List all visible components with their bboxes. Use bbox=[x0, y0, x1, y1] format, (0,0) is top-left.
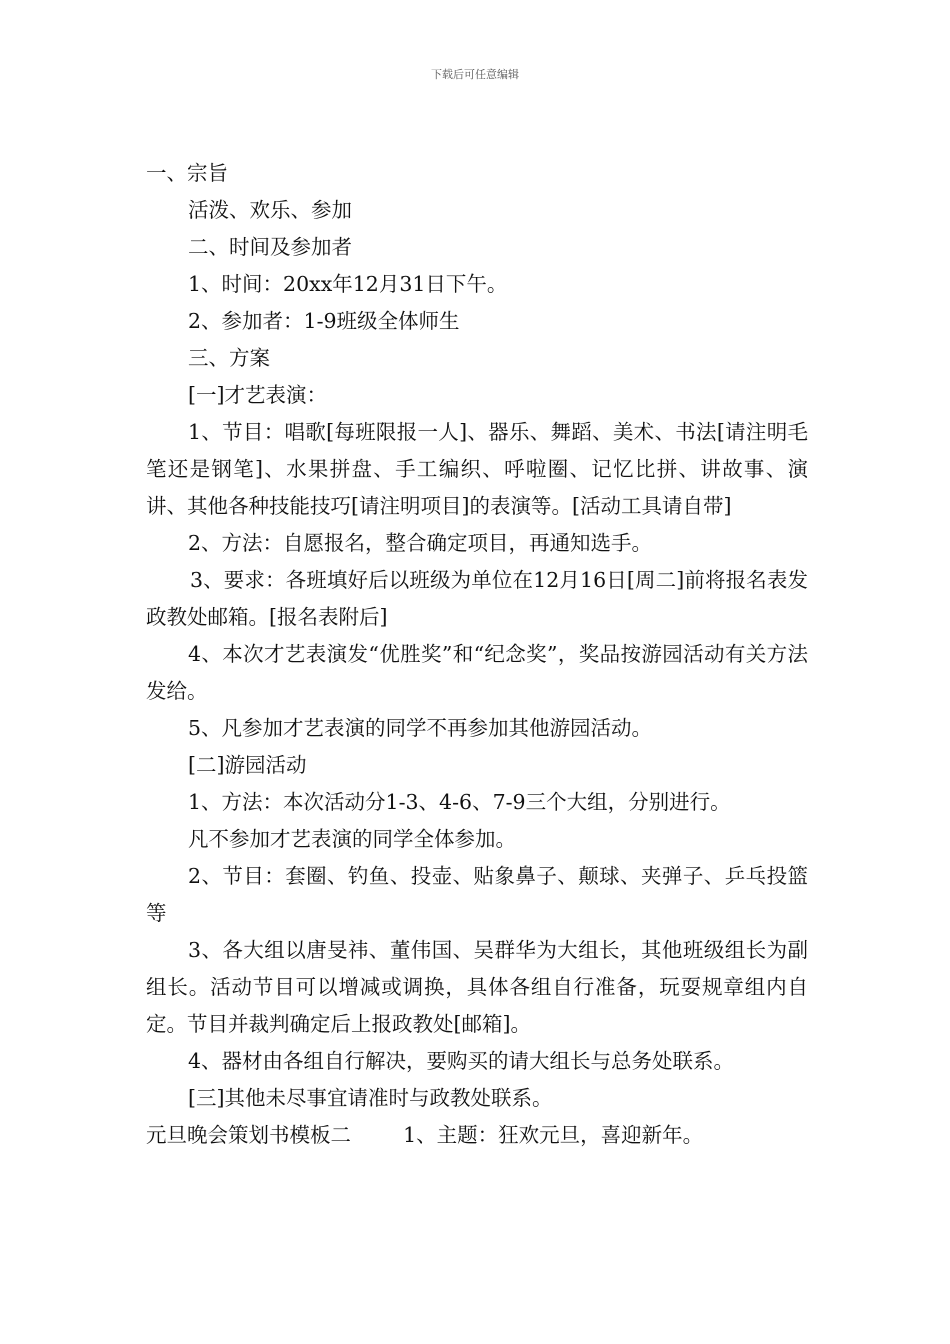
template-two-theme: 1、主题：狂欢元旦，喜迎新年。 bbox=[403, 1123, 704, 1147]
paragraph: 3、要求：各班填好后以班级为单位在12月16日[周二]前将报名表发政教处邮箱。[报名表附后] bbox=[146, 568, 808, 629]
paragraph: 2、参加者：1-9班级全体师生 bbox=[188, 309, 460, 333]
paragraph: 1、方法：本次活动分1-3、4-6、7-9三个大组，分别进行。 bbox=[188, 790, 731, 814]
paragraph: 1、时间：20xx年12月31日下午。 bbox=[188, 272, 508, 296]
paragraph: 5、凡参加才艺表演的同学不再参加其他游园活动。 bbox=[188, 716, 653, 740]
heading-plan: 三、方案 bbox=[188, 346, 270, 370]
template-two-title: 元旦晚会策划书模板二 bbox=[146, 1123, 351, 1147]
heading-purpose: 一、宗旨 bbox=[146, 161, 228, 185]
paragraph: 3、各大组以唐旻祎、董伟国、吴群华为大组长，其他班级组长为副组长。活动节目可以增减或调换，具体各组自行准备，玩耍规章组内自定。节目并裁判确定后上报政教处[邮箱]。 bbox=[146, 938, 808, 1036]
paragraph: 2、节目：套圈、钓鱼、投壶、贴象鼻子、颠球、夹弹子、乒乓投篮等 bbox=[146, 864, 808, 925]
page-header: 下载后可任意编辑 bbox=[431, 68, 519, 81]
paragraph: 凡不参加才艺表演的同学全体参加。 bbox=[188, 827, 516, 851]
paragraph: [三]其他未尽事宜请准时与政教处联系。 bbox=[188, 1086, 553, 1110]
paragraph: 2、方法：自愿报名，整合确定项目，再通知选手。 bbox=[188, 531, 653, 555]
paragraph: 活泼、欢乐、参加 bbox=[188, 198, 352, 222]
paragraph: 1、节目：唱歌[每班限报一人]、器乐、舞蹈、美术、书法[请注明毛笔还是钢笔]、水果拼盘、手工编织、呼啦圈、记忆比拼、讲故事、演讲、其他各种技能技巧[请注明项目]的表演等。[活动工具请自带] bbox=[146, 420, 808, 518]
paragraph: 4、器材由各组自行解决，要购买的请大组长与总务处联系。 bbox=[188, 1049, 735, 1073]
paragraph: 4、本次才艺表演发“优胜奖”和“纪念奖”，奖品按游园活动有关方法发给。 bbox=[146, 642, 808, 703]
document-body bbox=[146, 155, 808, 1154]
subheading-garden-activity: [二]游园活动 bbox=[188, 753, 307, 777]
subheading-talent-show: [一]才艺表演： bbox=[188, 383, 327, 407]
heading-time-participants: 二、时间及参加者 bbox=[188, 235, 352, 259]
template-two-line bbox=[146, 1117, 808, 1154]
